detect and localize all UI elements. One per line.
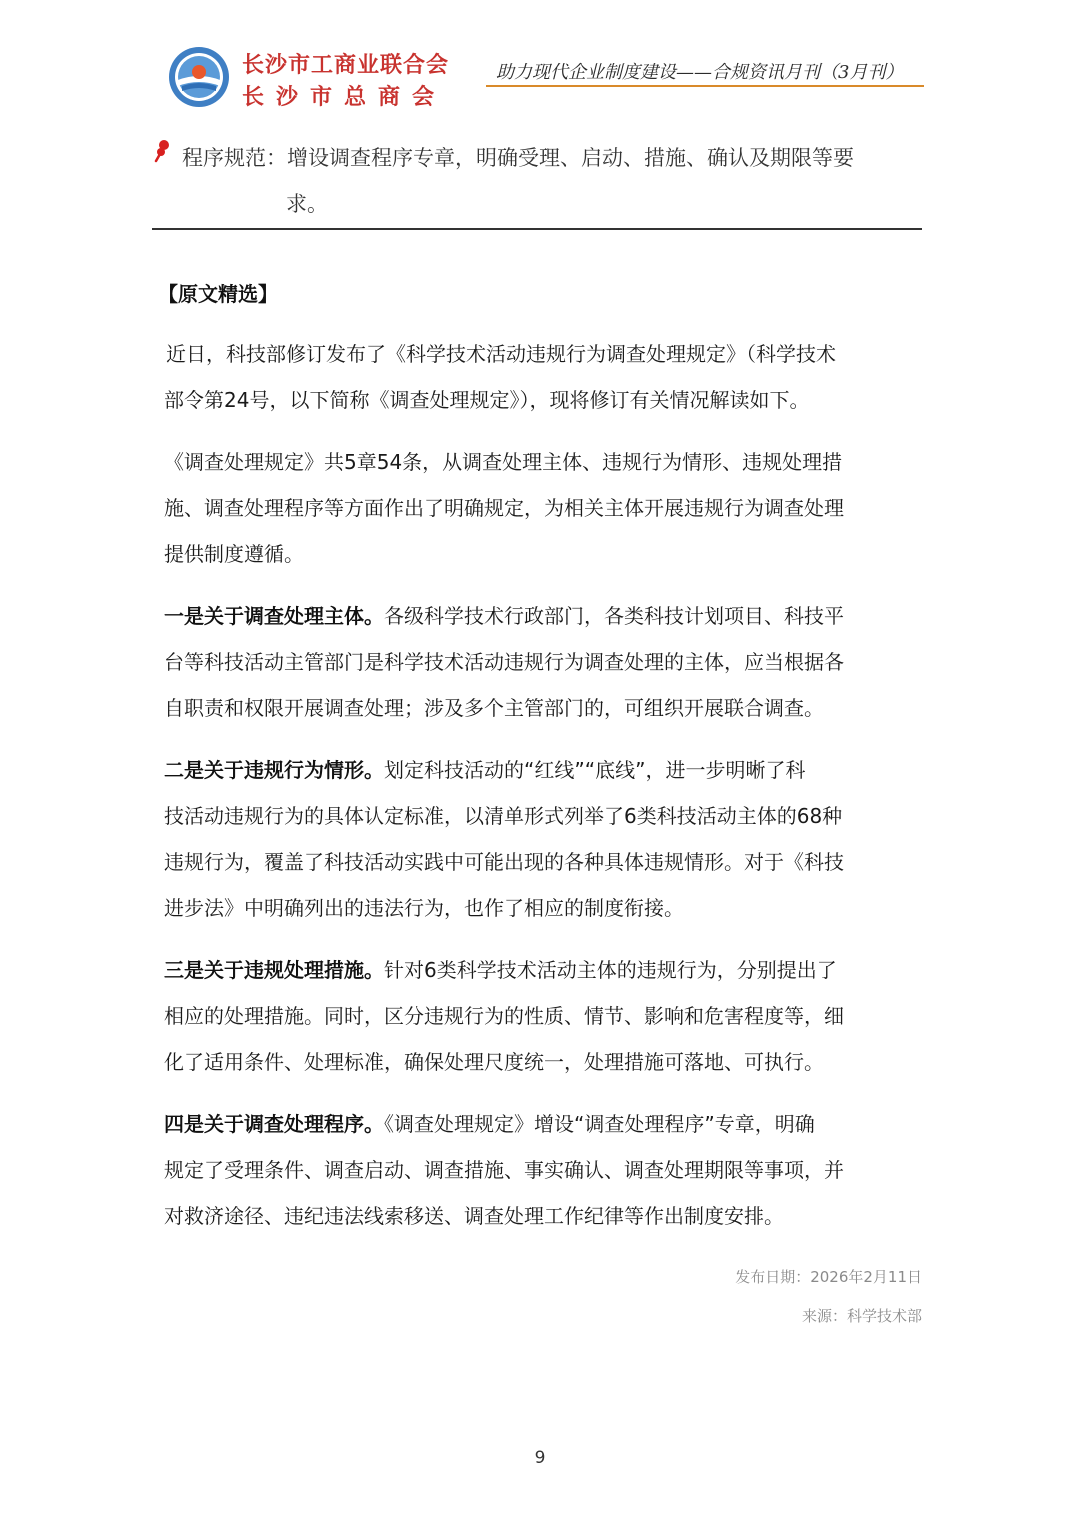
article-line: [164, 384, 809, 413]
article-line-lead: 三是关于违规处理措施。: [164, 958, 384, 982]
chamber-logo-icon: [168, 46, 230, 108]
article-line-text: 化了适用条件、处理标准，确保处理尺度统一，处理措施可落地、可执行。: [164, 1050, 824, 1074]
article-line-text: 对救济途径、违纪违法线索移送、调查处理工作纪律等作出制度安排。: [164, 1204, 784, 1228]
article-line-text: 部令第24号，以下简称《调查处理规定》），现将修订有关情况解读如下。: [164, 388, 810, 412]
section-heading: 【原文精选】: [158, 282, 278, 306]
article-line: [164, 600, 844, 629]
article-line-text: 《调查处理规定》共5章54条，从调查处理主体、违规行为情形、违规处理措: [164, 450, 843, 474]
publication-title: 助力现代企业制度建设——合规资讯月刊（3月刊）: [496, 62, 904, 83]
red-pin-icon: [153, 139, 173, 163]
org-name-secondary: 长沙市总商会: [242, 85, 447, 110]
article-line-text: 技活动违规行为的具体认定标准，以清单形式列举了6类科技活动主体的68种: [164, 804, 843, 828]
article-line: [164, 754, 805, 783]
article-line: [164, 1046, 824, 1075]
source-label: 来源：科学技术部: [801, 1307, 922, 1325]
article-line-text: 规定了受理条件、调查启动、调查措施、事实确认、调查处理期限等事项，并: [164, 1158, 844, 1182]
summary-text-line: 程序规范：增设调查程序专章，明确受理、启动、措施、确认及期限等要: [182, 146, 854, 170]
article-line-text: 相应的处理措施。同时，区分违规行为的性质、情节、影响和危害程度等，细: [164, 1004, 844, 1028]
article-line: [164, 646, 844, 675]
article-line: [164, 1108, 815, 1137]
article-line-lead: 四是关于调查处理程序。: [164, 1112, 384, 1136]
publish-date: 发布日期：2026年2月11日: [735, 1268, 922, 1286]
article-line-text: 进步法》中明确列出的违法行为，也作了相应的制度衔接。: [164, 896, 684, 920]
article-line-text: 近日，科技部修订发布了《科学技术活动违规行为调查处理规定》（科学技术: [166, 342, 836, 366]
article-line: [164, 846, 844, 875]
article-line: [164, 692, 824, 721]
page-number: 9: [534, 1448, 546, 1468]
header-divider: [486, 85, 924, 87]
article-line: [164, 1000, 844, 1029]
article-line: [164, 1200, 784, 1229]
article-line-text: 针对6类科学技术活动主体的违规行为，分别提出了: [384, 958, 837, 982]
article-line: [164, 492, 844, 521]
org-name-primary: 长沙市工商业联合会: [242, 53, 450, 78]
article-line-text: 施、调查处理程序等方面作出了明确规定，为相关主体开展违规行为调查处理: [164, 496, 844, 520]
summary-text-line: 求。: [286, 192, 328, 216]
section-divider: [152, 228, 922, 230]
article-line-text: 《调查处理规定》增设“调查处理程序”专章，明确: [384, 1112, 815, 1136]
article-line-lead: 二是关于违规行为情形。: [164, 758, 384, 782]
article-line-text: 各级科学技术行政部门，各类科技计划项目、科技平: [384, 604, 844, 628]
article-line-lead: 一是关于调查处理主体。: [164, 604, 384, 628]
page-header: [0, 0, 1080, 120]
article-line-text: 提供制度遵循。: [164, 542, 304, 566]
article-line: [164, 446, 842, 475]
article-line: [164, 1154, 844, 1183]
article-line: [166, 338, 836, 367]
article-line-text: 划定科技活动的“红线”“底线”，进一步明晰了科: [384, 758, 806, 782]
article-line: [164, 892, 684, 921]
article-line: [164, 954, 837, 983]
article-line-text: 台等科技活动主管部门是科学技术活动违规行为调查处理的主体，应当根据各: [164, 650, 844, 674]
article-line-text: 违规行为，覆盖了科技活动实践中可能出现的各种具体违规情形。对于《科技: [164, 850, 844, 874]
article-line: [164, 538, 304, 567]
article-line-text: 自职责和权限开展调查处理；涉及多个主管部门的，可组织开展联合调查。: [164, 696, 824, 720]
article-line: [164, 800, 842, 829]
